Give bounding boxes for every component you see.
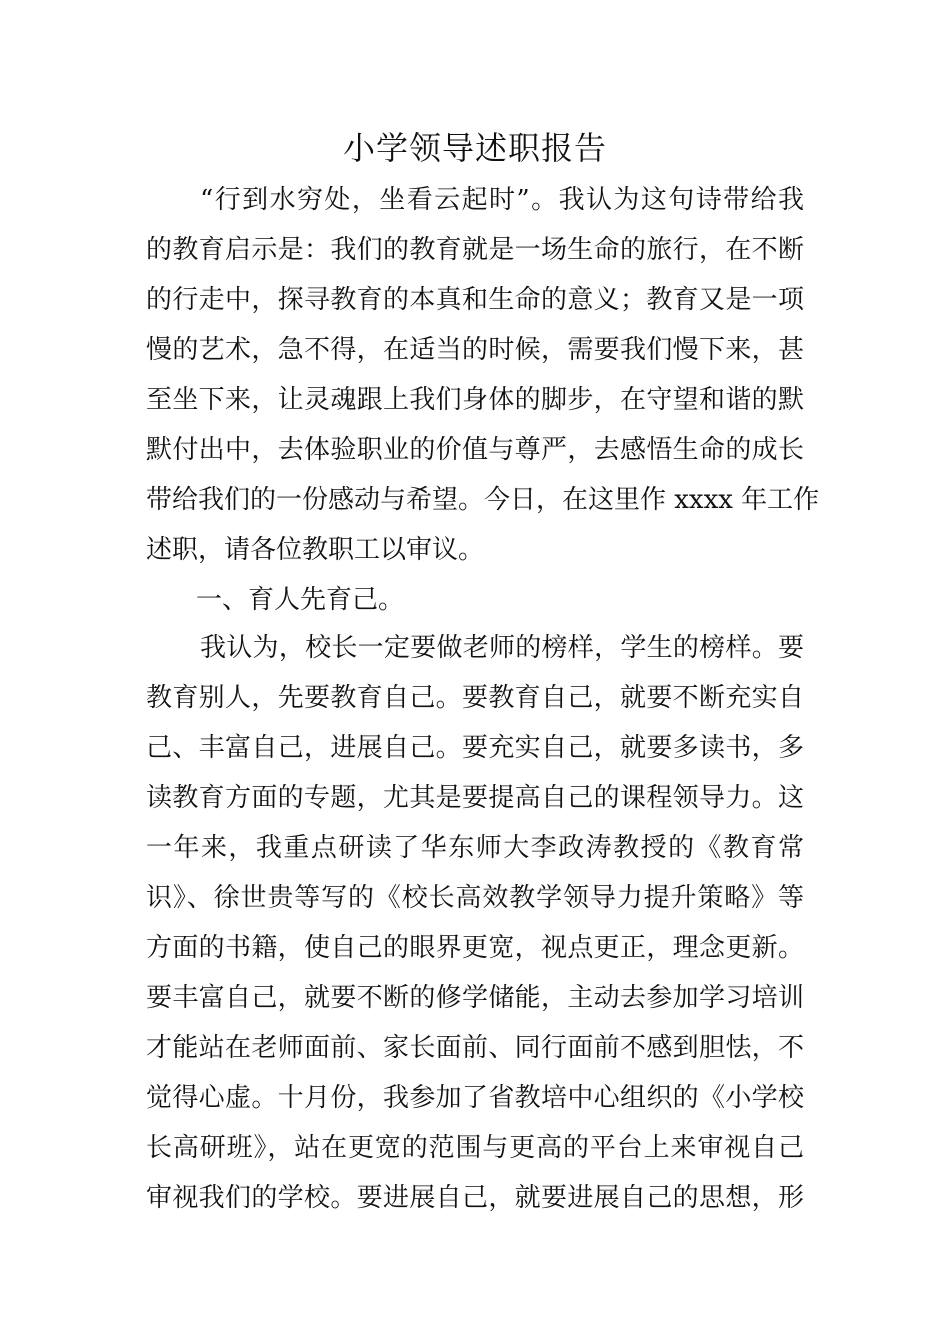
- paragraph-line: “行到水穷处，坐看云起时”。我认为这句诗带给我: [200, 185, 804, 215]
- paragraph-line: 默付出中，去体验职业的价值与尊严，去感悟生命的成长: [146, 435, 804, 465]
- paragraph-line: 述职，请各位教职工以审议。: [146, 535, 485, 565]
- paragraph-line: 读教育方面的专题，尤其是要提高自己的课程领导力。这: [146, 783, 804, 813]
- paragraph-line: 的教育启示是：我们的教育就是一场生命的旅行，在不断: [146, 235, 804, 265]
- paragraph-line: 长高研班》，站在更宽的范围与更高的平台上来审视自己: [146, 1133, 804, 1163]
- paragraph-line: 方面的书籍，使自己的眼界更宽，视点更正，理念更新。: [146, 933, 804, 963]
- paragraph-line: 带给我们的一份感动与希望。今日，在这里作 xxxx 年工作: [146, 485, 820, 515]
- paragraph-line: 一年来，我重点研读了华东师大李政涛教授的《教育常: [146, 833, 804, 863]
- paragraph-line: 己、丰富自己，进展自己。要充实自己，就要多读书，多: [146, 733, 804, 763]
- paragraph-line: 教育别人，先要教育自己。要教育自己，就要不断充实自: [146, 683, 804, 713]
- paragraph-line: 觉得心虚。十月份，我参加了省教培中心组织的《小学校: [146, 1083, 804, 1113]
- document-title: 小学领导述职报告: [342, 129, 607, 167]
- paragraph-line: 审视我们的学校。要进展自己，就要进展自己的思想，形: [146, 1183, 804, 1213]
- paragraph-line: 慢的艺术，急不得，在适当的时候，需要我们慢下来，甚: [146, 335, 804, 365]
- paragraph-line: 的行走中，探寻教育的本真和生命的意义；教育又是一项: [146, 285, 804, 315]
- paragraph-line: 要丰富自己，就要不断的修学储能，主动去参加学习培训: [146, 983, 804, 1013]
- section-heading: 一、育人先育己。: [196, 585, 405, 615]
- paragraph-line: 才能站在老师面前、家长面前、同行面前不感到胆怯，不: [146, 1033, 804, 1063]
- paragraph-line: 至坐下来，让灵魂跟上我们身体的脚步，在守望和谐的默: [146, 385, 804, 415]
- paragraph-line: 我认为，校长一定要做老师的榜样，学生的榜样。要: [200, 633, 804, 663]
- paragraph-line: 识》、徐世贵等写的《校长高效教学领导力提升策略》等: [146, 883, 804, 913]
